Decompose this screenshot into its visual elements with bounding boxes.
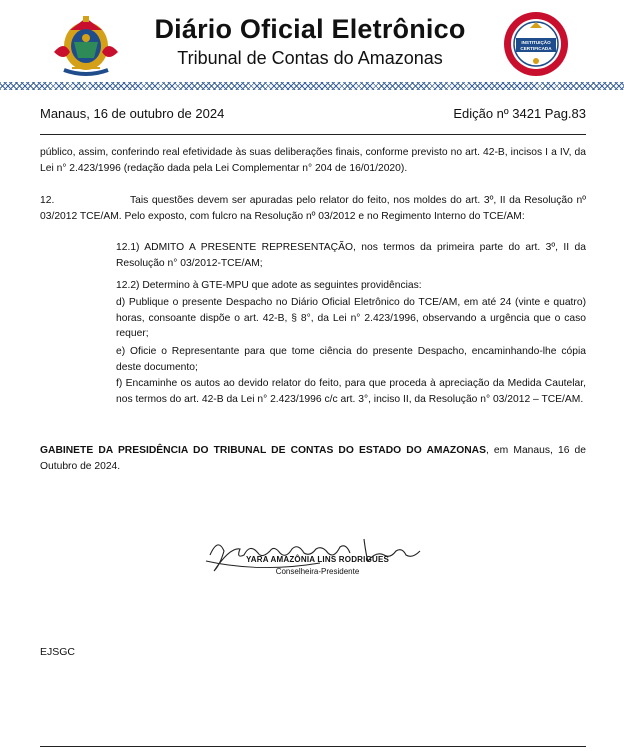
paragraph-number: 12. bbox=[40, 195, 55, 206]
item-12-1: 12.1) ADMITO A PRESENTE REPRESENTAÇÃO, nos termos da primeira parte do art. 3º, II da Resolução n° 03/2012-TCE/AM; bbox=[116, 242, 586, 269]
page-title: Diário Oficial Eletrônico bbox=[154, 14, 466, 44]
signer-role: Conselheira-Presidente bbox=[275, 567, 360, 576]
svg-text:INSTITUIÇÃO: INSTITUIÇÃO bbox=[521, 40, 551, 45]
item-f: f) Encaminhe os autos ao devido relator do feito, para que proceda à apreciação da Medida Cautelar, nos termos do art. 42-B da Lei n° 2.423/1996 c/c art. 3°, inciso II, da Resolução n° 03/2012 – TCE/AM. bbox=[116, 378, 586, 405]
signer-name: YARA AMAZÔNIA LINS RODRIGUES bbox=[245, 555, 390, 564]
item-d: d) Publique o presente Despacho no Diário Oficial Eletrônico do TCE/AM, em até 24 (vinte e quatro) horas, consoante dispõe o art. 42-B, § 8°, da Lei n° 2.423/1996, observando a urgência que o caso requer; bbox=[116, 297, 586, 339]
item-e: e) Oficie o Representante para que tome ciência do presente Despacho, encaminhando-lhe cópia deste documento; bbox=[116, 346, 586, 373]
edition-divider bbox=[40, 134, 586, 135]
header-divider bbox=[0, 82, 624, 90]
footer-initials: EJSGC bbox=[40, 646, 76, 658]
page-subtitle: Tribunal de Contas do Amazonas bbox=[177, 48, 443, 68]
gabinete-date: , em Manaus, 16 de Outubro de 2024. bbox=[40, 445, 587, 472]
document-header bbox=[0, 0, 624, 88]
gabinete-closing bbox=[40, 443, 586, 474]
paragraph-continuation: público, assim, conferindo real efetividade às suas deliberações finais, conforme previsto no art. 42-B, incisos I a IV, da Lei n° 2.423/1996 (redação dada pela Lei Complementar n° 204 de 16/01/2020). bbox=[40, 147, 586, 174]
edition-number: Edição nº 3421 Pag.83 bbox=[453, 106, 586, 121]
footer-divider bbox=[40, 746, 586, 747]
paragraph-12-text: Tais questões devem ser apuradas pelo relator do feito, nos moldes do art. 3º, II da Resolução nº 03/2012 TCE/AM. Pelo exposto, com fulcro na Resolução nº 03/2012 e no Regimento Interno do TCE/AM: bbox=[40, 195, 586, 222]
tce-am-coat-of-arms-icon bbox=[50, 12, 122, 78]
svg-text:CERTIFICADA: CERTIFICADA bbox=[520, 46, 552, 51]
paragraph-12 bbox=[40, 193, 586, 224]
location-date: Manaus, 16 de outubro de 2024 bbox=[40, 106, 225, 121]
gabinete-heading: GABINETE DA PRESIDÊNCIA DO TRIBUNAL DE CONTAS DO ESTADO DO AMAZONAS bbox=[40, 445, 486, 456]
item-12-2: 12.2) Determino à GTE-MPU que adote as seguintes providências: bbox=[116, 280, 422, 291]
certified-institution-seal-icon bbox=[502, 10, 570, 78]
